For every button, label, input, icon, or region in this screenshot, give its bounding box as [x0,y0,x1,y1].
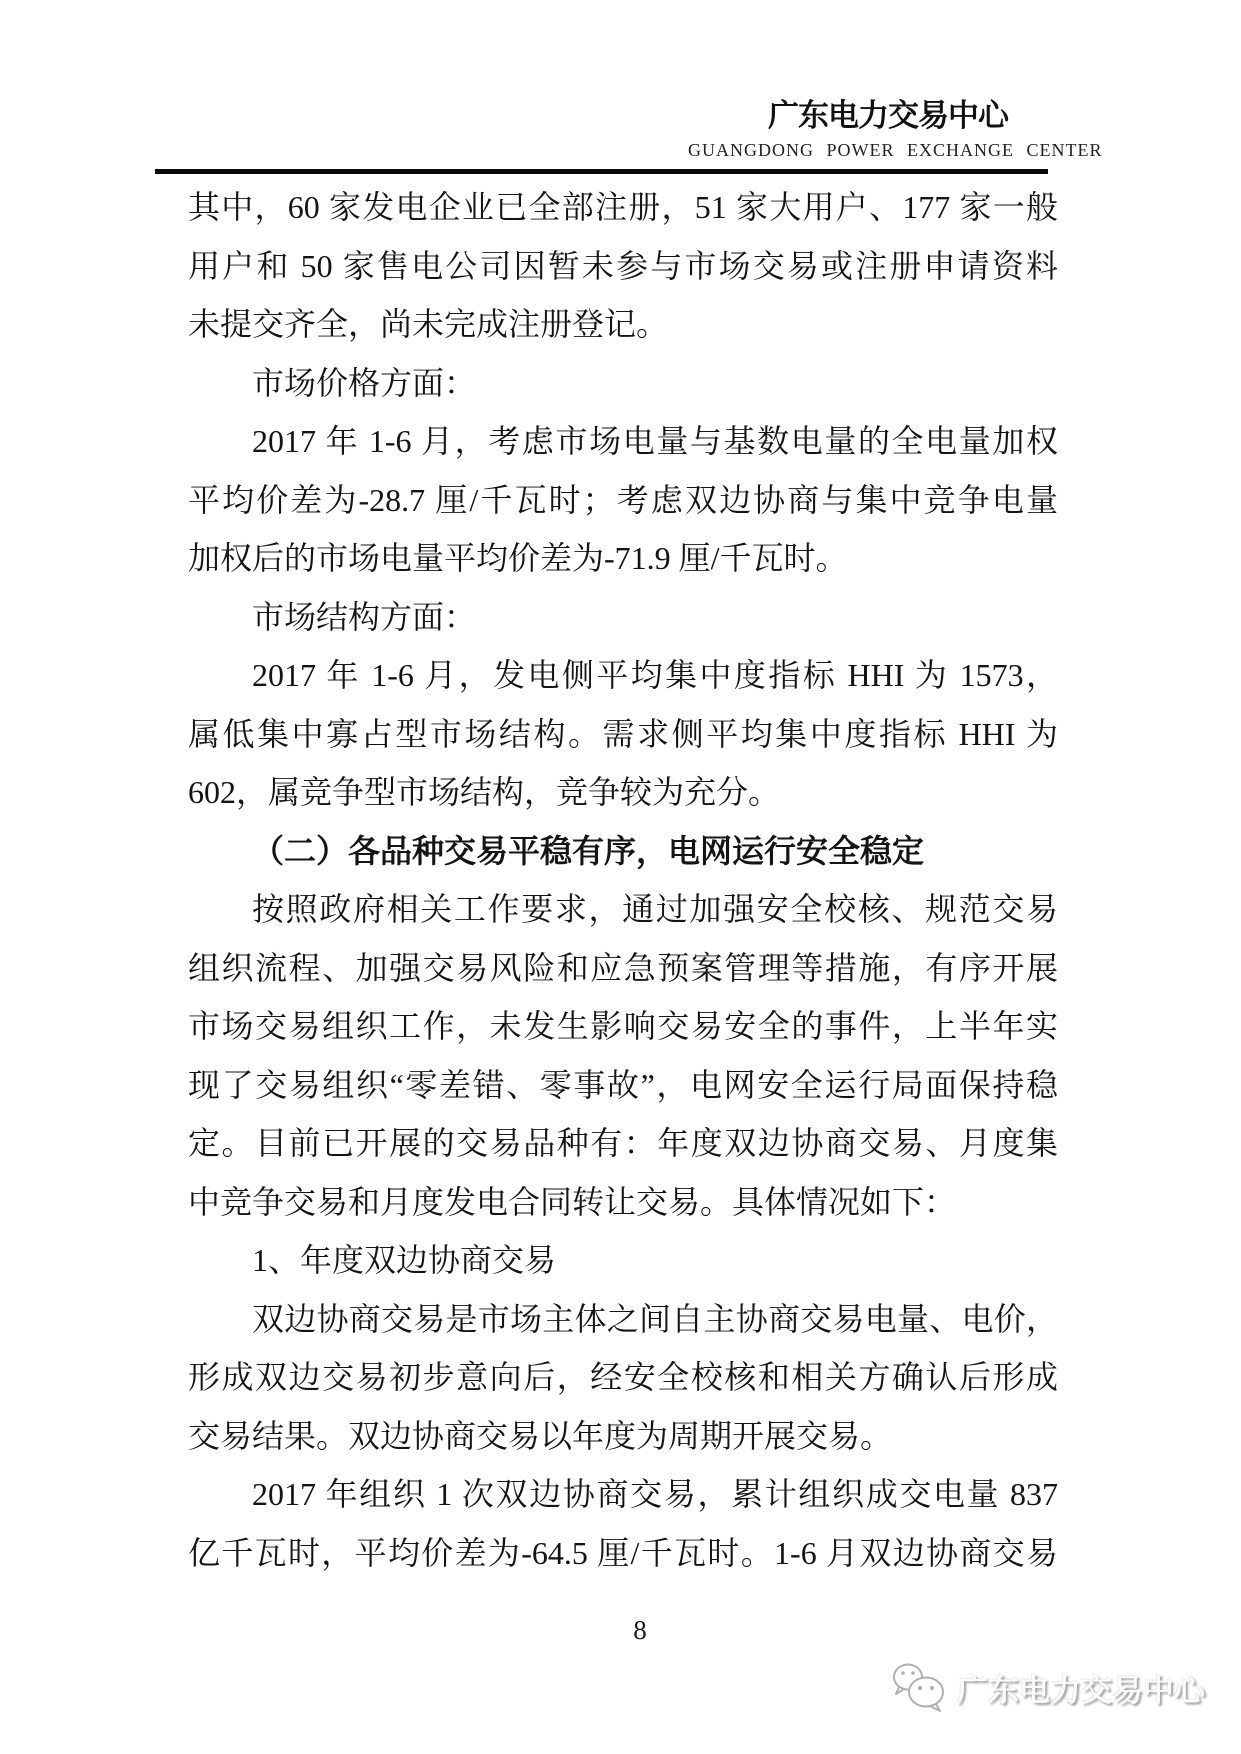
text-line: 市场交易组织工作，未发生影响交易安全的事件，上半年实 [188,1008,1058,1044]
text-line: 现了交易组织“零差错、零事故”，电网安全运行局面保持稳 [188,1066,1058,1103]
section-heading: （二）各品种交易平稳有序，电网运行安全稳定 [252,832,925,869]
text-line: 按照政府相关工作要求，通过加强安全校核、规范交易 [252,891,1058,927]
text-line: 形成双边交易初步意向后，经安全校核和相关方确认后形成 [188,1359,1058,1395]
text-line: 中竞争交易和月度发电合同转让交易。具体情况如下： [188,1183,957,1220]
text-line: 定。目前已开展的交易品种有：年度双边协商交易、月度集 [188,1125,1058,1161]
header-rule [155,169,1048,174]
text-line: 交易结果。双边协商交易以年度为周期开展交易。 [188,1417,893,1454]
text-line: 2017 年 1-6 月，考虑市场电量与基数电量的全电量加权 [252,423,1058,459]
text-line: 加权后的市场电量平均价差为-71.9 厘/千瓦时。 [188,540,848,576]
watermark [891,1660,1205,1714]
text-line: 用户和 50 家售电公司因暂未参与市场交易或注册申请资料 [188,247,1058,284]
text-line: 其中，60 家发电企业已全部注册，51 家大用户、177 家一般 [188,189,1058,225]
page-number: 8 [633,1615,647,1645]
text-line: 市场价格方面： [252,364,477,401]
text-line: 组织流程、加强交易风险和应急预案管理等措施，有序开展 [188,949,1058,986]
list-item-heading: 1、年度双边协商交易 [252,1242,557,1278]
wechat-icon [891,1660,949,1714]
text-line: 属低集中寡占型市场结构。需求侧平均集中度指标 HHI 为 [188,715,1058,752]
text-line: 2017 年组织 1 次双边协商交易，累计组织成交电量 837 [252,1476,1058,1512]
text-line: 双边协商交易是市场主体之间自主协商交易电量、电价， [252,1300,1058,1337]
text-line: 平均价差为-28.7 厘/千瓦时；考虑双边协商与集中竞争电量 [188,481,1058,518]
document-body [188,178,1058,1582]
org-title: 广东电力交易中心 [768,98,1008,134]
text-line: 亿千瓦时，平均价差为-64.5 厘/千瓦时。1-6 月双边协商交易 [188,1534,1058,1571]
text-line: 602，属竞争型市场结构，竞争较为充分。 [188,774,781,810]
text-line: 2017 年 1-6 月，发电侧平均集中度指标 HHI 为 1573， [252,657,1058,693]
org-subtitle: GUANGDONG POWER EXCHANGE CENTER [688,140,1103,160]
text-line: 未提交齐全，尚未完成注册登记。 [188,306,669,342]
watermark-text: 广东电力交易中心 [957,1672,1205,1709]
text-line: 市场结构方面： [252,598,477,635]
